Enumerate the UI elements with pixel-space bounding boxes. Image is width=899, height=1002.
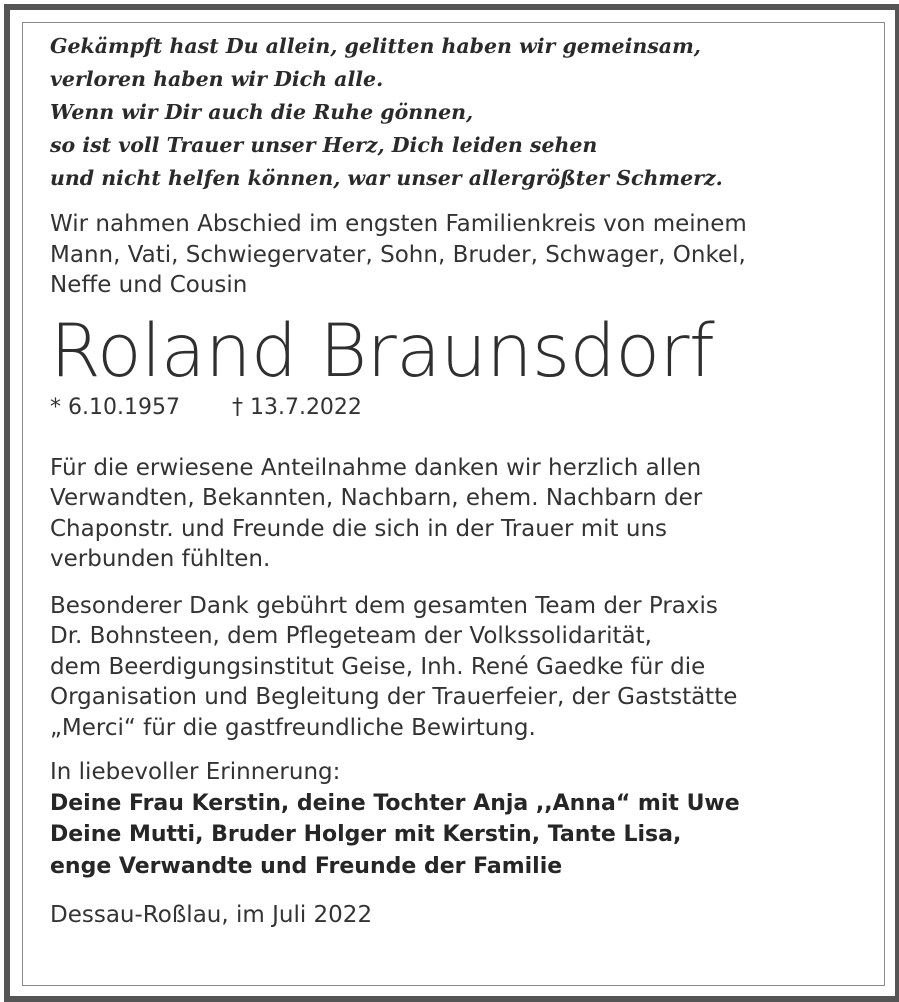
poem-line: verloren haben wir Dich alle.	[50, 67, 384, 91]
thanks-paragraph	[50, 453, 840, 575]
intro-line: Mann, Vati, Schwiegervater, Sohn, Bruder, Schwager, Onkel,	[50, 241, 746, 268]
poem-line: so ist voll Trauer unser Herz, Dich leiden sehen	[50, 133, 598, 157]
deceased-name: Roland Braunsdorf	[50, 308, 715, 394]
signers	[50, 788, 840, 883]
thanks-line: Für die erwiesene Anteilnahme danken wir herzlich allen	[50, 454, 702, 481]
intro-paragraph	[50, 209, 840, 301]
intro-line: Wir nahmen Abschied im engsten Familienkreis von meinem	[50, 211, 747, 237]
death-date: † 13.7.2022	[231, 394, 362, 420]
signer-line: enge Verwandte und Freunde der Familie	[50, 853, 563, 879]
birth-date: * 6.10.1957	[50, 394, 180, 420]
thanks-line: verbunden fühlten.	[50, 546, 271, 572]
poem	[50, 30, 840, 195]
intro-line: Neffe und Cousin	[50, 272, 248, 298]
life-dates	[50, 393, 840, 423]
special-thanks-line: dem Beerdigungsinstitut Geise, Inh. René Gaedke für die	[50, 653, 706, 680]
memory-heading: In liebevoller Erinnerung:	[50, 759, 341, 785]
special-thanks-line: „Merci“ für die gastfreundliche Bewirtung.	[50, 714, 536, 741]
poem-line: Wenn wir Dir auch die Ruhe gönnen,	[50, 100, 474, 124]
thanks-line: Verwandten, Bekannten, Nachbarn, ehem. Nachbarn der	[50, 485, 703, 511]
special-thanks-paragraph	[50, 591, 840, 744]
signer-line: Deine Frau Kerstin, deine Tochter Anja ,,Anna“ mit Uwe	[50, 790, 740, 816]
special-thanks-line: Besonderer Dank gebührt dem gesamten Team der Praxis	[50, 592, 718, 619]
poem-line: und nicht helfen können, war unser allergrößter Schmerz.	[50, 166, 723, 190]
thanks-line: Chaponstr. und Freunde die sich in der Trauer mit uns	[50, 515, 668, 542]
special-thanks-line: Organisation und Begleitung der Trauerfeier, der Gaststätte	[50, 684, 738, 710]
special-thanks-line: Dr. Bohnsteen, dem Pflegeteam der Volkssolidarität,	[50, 623, 652, 649]
place-date: Dessau-Roßlau, im Juli 2022	[50, 902, 373, 928]
poem-line: Gekämpft hast Du allein, gelitten haben wir gemeinsam,	[50, 34, 701, 58]
signer-line: Deine Mutti, Bruder Holger mit Kerstin, Tante Lisa,	[50, 822, 682, 847]
obituary-notice	[50, 30, 840, 931]
